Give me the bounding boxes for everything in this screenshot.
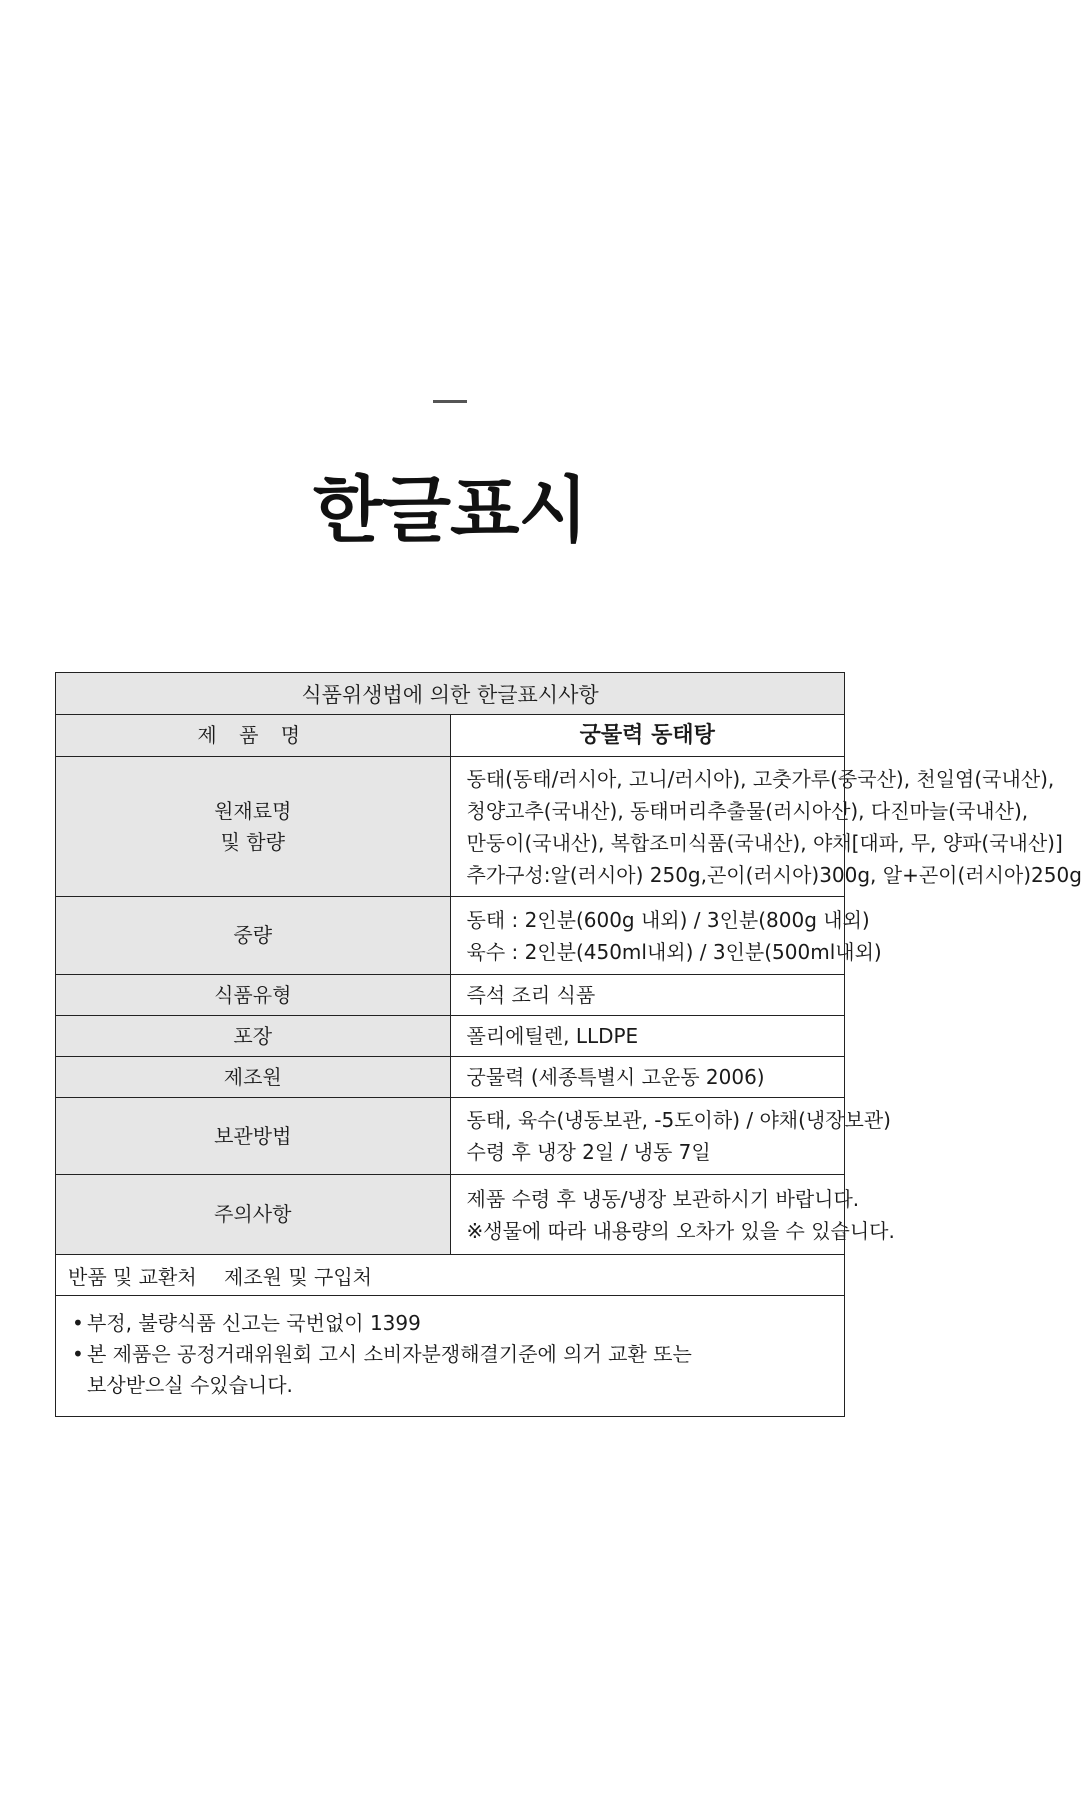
table-heading-row (56, 673, 845, 715)
weight-value (450, 897, 882, 975)
product-name-value: 궁물력 동태탕 (450, 715, 845, 757)
table-row-ingredients (56, 757, 845, 897)
packaging-value: 폴리에틸렌, LLDPE (450, 1016, 845, 1057)
ingredients-value (450, 757, 1082, 897)
storage-line: 동태, 육수(냉동보관, -5도이하) / 야채(냉장보관) (466, 1108, 891, 1132)
table-row-packaging (56, 1016, 845, 1057)
title-decoration-dash (433, 400, 467, 403)
table-row-return (56, 1255, 845, 1296)
row-label-product-name: 제 품 명 (56, 715, 451, 757)
row-label-storage: 보관방법 (56, 1098, 451, 1175)
table-row-product-name (56, 715, 845, 757)
food-label-table (55, 672, 1082, 1417)
food-type-value: 즉석 조리 식품 (450, 975, 845, 1016)
table-row-caution (56, 1175, 845, 1255)
table-row-food-type (56, 975, 845, 1016)
storage-line: 수령 후 냉장 2일 / 냉동 7일 (466, 1140, 711, 1164)
row-label-weight: 중량 (56, 897, 451, 975)
ingredients-line: 동태(동태/러시아, 고니/러시아), 고춧가루(중국산), 천일염(국내산), (466, 766, 1055, 791)
storage-value (450, 1098, 891, 1175)
page-title: 한글표시 (312, 468, 588, 552)
caution-value (450, 1175, 895, 1255)
row-label-caution: 주의사항 (56, 1175, 451, 1255)
list-item: • 부정, 불량식품 신고는 국번없이 1399 (72, 1308, 834, 1339)
row-label-ingredients: 원재료명 및 함량 (56, 757, 451, 897)
notes-cell (56, 1296, 845, 1417)
row-label-food-type: 식품유형 (56, 975, 451, 1016)
table-row-notes (56, 1296, 845, 1417)
ingredients-line: 추가구성:알(러시아) 250g,곤이(러시아)300g, 알+곤이(러시아)250g (466, 862, 1082, 887)
return-exchange-cell (56, 1255, 845, 1296)
manufacturer-value: 궁물력 (세종특별시 고운동 2006) (450, 1057, 845, 1098)
return-exchange-label: 반품 및 교환처 (68, 1264, 197, 1289)
ingredients-line: 청양고추(국내산), 동태머리추출물(러시아산), 다진마늘(국내산), (466, 798, 1029, 823)
list-item: • 본 제품은 공정거래위원회 고시 소비자분쟁해결기준에 의거 교환 또는 보상받으실 수있습니다. (72, 1339, 834, 1401)
caution-line: 제품 수령 후 냉동/냉장 보관하시기 바랍니다. (466, 1186, 860, 1211)
bullet-icon: • (72, 1311, 84, 1335)
table-row-weight (56, 897, 845, 975)
row-label-packaging: 포장 (56, 1016, 451, 1057)
bullet-icon: • (72, 1342, 84, 1366)
return-exchange-value: 제조원 및 구입처 (224, 1264, 372, 1289)
table-row-manufacturer (56, 1057, 845, 1098)
table-row-storage (56, 1098, 845, 1175)
weight-line: 육수 : 2인분(450ml내외) / 3인분(500ml내외) (466, 939, 882, 964)
row-label-manufacturer: 제조원 (56, 1057, 451, 1098)
caution-line: ※생물에 따라 내용량의 오차가 있을 수 있습니다. (466, 1218, 895, 1243)
weight-line: 동태 : 2인분(600g 내외) / 3인분(800g 내외) (466, 907, 870, 932)
table-heading: 식품위생법에 의한 한글표시사항 (56, 673, 845, 715)
ingredients-line: 만둥이(국내산), 복합조미식품(국내산), 야채[대파, 무, 양파(국내산)] (466, 830, 1063, 855)
